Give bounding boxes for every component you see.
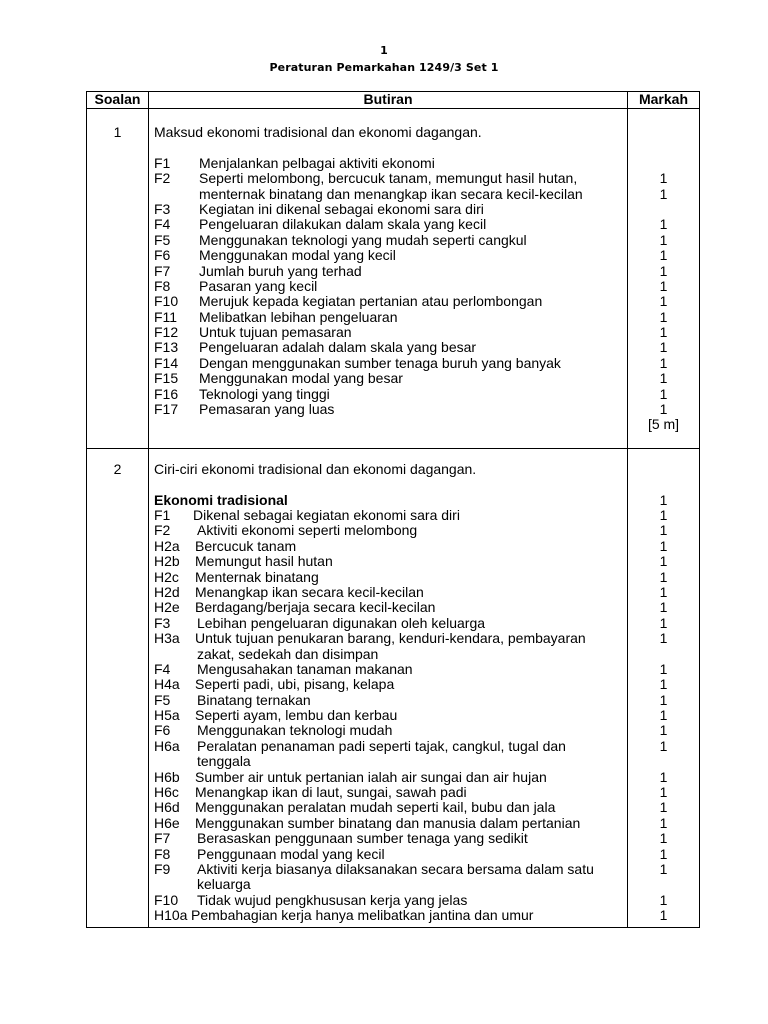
point-code: F8	[154, 845, 171, 862]
page-number: 1	[380, 44, 388, 57]
point-code: F11	[154, 308, 178, 325]
point-text: Merujuk kepada kegiatan pertanian atau perlombongan	[199, 293, 543, 310]
mark-value: 1	[659, 691, 668, 708]
answer-point	[149, 647, 627, 662]
answer-point	[149, 847, 627, 862]
answer-point	[149, 739, 627, 754]
point-text: Pengeluaran dilakukan dalam skala yang kecil	[199, 216, 487, 233]
mark-value: 1	[659, 370, 668, 387]
mark-value: 1	[659, 707, 668, 724]
point-code: F10	[154, 891, 179, 908]
answer-point	[149, 754, 627, 769]
point-code: H6c	[154, 784, 179, 801]
mark-value: 1	[659, 830, 668, 847]
answer-point	[149, 708, 627, 723]
point-code: F2	[154, 522, 171, 539]
answer-point	[149, 770, 627, 785]
header-soalan: Soalan	[87, 92, 149, 109]
answer-point	[149, 279, 627, 294]
answer-point	[149, 387, 627, 402]
answer-point	[149, 217, 627, 232]
mark-value: 1	[659, 185, 668, 202]
mark-value: 1	[659, 568, 668, 585]
mark-value: 1	[659, 537, 668, 554]
point-code: H6a	[154, 737, 180, 754]
point-code: F17	[154, 401, 179, 418]
point-code: F5	[154, 691, 171, 708]
mark-value: 1	[659, 799, 668, 816]
point-text: Aktiviti ekonomi seperti melombong	[197, 522, 418, 539]
point-code: H6d	[154, 799, 180, 816]
point-code: F9	[154, 860, 171, 877]
point-text: Peralatan penanaman padi seperti tajak, cangkul, tugal dan	[197, 737, 566, 754]
table-header-row	[87, 92, 700, 109]
answer-point-list	[149, 156, 627, 433]
point-code: H6b	[154, 768, 180, 785]
point-code: F4	[154, 660, 171, 677]
mark-value: 1	[659, 308, 668, 325]
point-text: Bercucuk tanam	[195, 537, 297, 554]
answer-point	[149, 325, 627, 340]
point-text: menternak binatang dan menangkap ikan secara kecil-kecilan	[199, 185, 583, 202]
point-text: zakat, sedekah dan disimpan	[197, 645, 379, 662]
answer-point	[149, 171, 627, 186]
point-text: Berasaskan penggunaan sumber tenaga yang sedikit	[197, 830, 528, 847]
mark-value: 1	[659, 784, 668, 801]
point-text: Penggunaan modal yang kecil	[197, 845, 385, 862]
mark-value: 1	[659, 401, 668, 418]
point-text: tenggala	[197, 753, 251, 770]
answer-point	[149, 831, 627, 846]
point-code: H5a	[154, 707, 180, 724]
answer-point	[149, 723, 627, 738]
point-text: Menggunakan modal yang kecil	[199, 247, 396, 264]
point-text: Pasaran yang kecil	[199, 277, 318, 294]
question-row	[87, 109, 700, 449]
mark-value: 1	[659, 814, 668, 831]
point-text: Menggunakan peralatan mudah seperti kail, bubu dan jala	[195, 799, 556, 816]
mark-value	[628, 202, 699, 217]
mark-value: 1	[659, 522, 668, 539]
mark-value: 1	[659, 660, 668, 677]
point-code: H2b	[154, 553, 180, 570]
mark-list	[628, 508, 699, 924]
point-code: F3	[154, 200, 171, 217]
question-number: 2	[113, 460, 122, 477]
answer-point	[149, 862, 627, 877]
point-text: Menangkap ikan secara kecil-kecilan	[195, 583, 424, 600]
point-text: Melibatkan lebihan pengeluaran	[199, 308, 398, 325]
point-text: Teknologi yang tinggi	[199, 385, 330, 402]
point-text: Kegiatan ini dikenal sebagai ekonomi sara diri	[199, 200, 484, 217]
question-intro: Ciri-ciri ekonomi tradisional dan ekonomi dagangan.	[154, 460, 477, 477]
mark-value: 1	[659, 324, 668, 341]
point-text: Untuk tujuan pemasaran	[199, 324, 352, 341]
point-text: Pengeluaran adalah dalam skala yang besar	[199, 339, 477, 356]
point-code: F16	[154, 385, 179, 402]
mark-value: 1	[659, 907, 668, 924]
answer-point	[149, 310, 627, 325]
answer-point	[149, 508, 627, 523]
point-code: H3a	[154, 630, 180, 647]
mark-value: 1	[659, 277, 668, 294]
answer-point	[149, 908, 627, 923]
question-2-details	[149, 448, 628, 927]
answer-point	[149, 600, 627, 615]
point-text: Berdagang/berjaja secara kecil-kecilan	[195, 599, 436, 616]
point-code: F1	[154, 506, 171, 523]
answer-point	[149, 585, 627, 600]
point-code: F7	[154, 830, 171, 847]
point-code: F6	[154, 247, 171, 264]
mark-value	[628, 647, 699, 662]
point-code: H6e	[154, 814, 180, 831]
answer-point	[149, 693, 627, 708]
section-subheading: Ekonomi tradisional	[154, 491, 288, 508]
mark-value: 1	[659, 247, 668, 264]
point-text: Pemasaran yang luas	[199, 401, 335, 418]
point-code: F8	[154, 277, 171, 294]
point-text: Memungut hasil hutan	[195, 553, 333, 570]
point-code: H2c	[154, 568, 179, 585]
answer-point	[149, 662, 627, 677]
point-code: H2e	[154, 599, 180, 616]
point-code: H4a	[154, 676, 180, 693]
point-text: Menggunakan sumber binatang dan manusia dalam pertanian	[195, 814, 581, 831]
question-1-details	[149, 109, 628, 449]
point-code: F2	[154, 170, 171, 187]
mark-value: 1	[659, 630, 668, 647]
point-code: F3	[154, 614, 171, 631]
point-text: Dengan menggunakan sumber tenaga buruh yang banyak	[199, 354, 561, 371]
answer-point	[149, 539, 627, 554]
point-text: Pembahagian kerja hanya melibatkan jantina dan umur	[191, 907, 534, 924]
answer-point	[149, 800, 627, 815]
answer-point	[149, 402, 627, 417]
point-text: Menggunakan modal yang besar	[199, 370, 403, 387]
answer-point	[149, 785, 627, 800]
point-code: F15	[154, 370, 179, 387]
point-text: Tidak wujud pengkhususan kerja yang jelas	[197, 891, 468, 908]
answer-point	[149, 417, 627, 432]
mark-value: 1	[659, 553, 668, 570]
mark-value: 1	[659, 768, 668, 785]
point-text: Seperti padi, ubi, pisang, kelapa	[195, 676, 395, 693]
point-code: F1	[154, 154, 171, 171]
point-text: Menggunakan teknologi yang mudah seperti cangkul	[199, 231, 527, 248]
answer-point	[149, 156, 627, 171]
point-text: Lebihan pengeluaran digunakan oleh keluarga	[197, 614, 486, 631]
point-text: Menjalankan pelbagai aktiviti ekonomi	[199, 154, 435, 171]
answer-point	[149, 877, 627, 892]
mark-list	[628, 156, 699, 433]
answer-point	[149, 554, 627, 569]
mark-value: 1	[659, 293, 668, 310]
mark-value: 1	[659, 506, 668, 523]
point-text: Menggunakan teknologi mudah	[197, 722, 393, 739]
mark-value: 1	[659, 599, 668, 616]
point-text: Untuk tujuan penukaran barang, kenduri-kendara, pembayaran	[195, 630, 586, 647]
question-row	[87, 448, 700, 927]
mark-value: 1	[659, 891, 668, 908]
question-intro: Maksud ekonomi tradisional dan ekonomi dagangan.	[154, 124, 482, 140]
mark-value: 1	[659, 170, 668, 187]
mark-value: 1	[659, 262, 668, 279]
point-code: H2a	[154, 537, 180, 554]
mark-value: 1	[659, 860, 668, 877]
point-code: H2d	[154, 583, 180, 600]
mark-value: 1	[659, 491, 668, 508]
answer-point-list	[149, 508, 627, 924]
answer-point	[149, 893, 627, 908]
point-text: keluarga	[197, 876, 251, 893]
point-code: F6	[154, 722, 171, 739]
answer-point	[149, 371, 627, 386]
answer-point	[149, 570, 627, 585]
header-markah: Markah	[628, 92, 700, 109]
answer-point	[149, 523, 627, 538]
answer-point	[149, 187, 627, 202]
mark-value: [5 m]	[647, 416, 680, 433]
mark-value: 1	[659, 845, 668, 862]
point-text: Sumber air untuk pertanian ialah air sungai dan air hujan	[195, 768, 547, 785]
mark-value: 1	[659, 583, 668, 600]
answer-point	[149, 340, 627, 355]
point-code: F4	[154, 216, 171, 233]
mark-value	[628, 156, 699, 171]
point-text: Menangkap ikan di laut, sungai, sawah padi	[195, 784, 467, 801]
header-butiran: Butiran	[149, 92, 628, 109]
point-code: F14	[154, 354, 179, 371]
point-text: Dikenal sebagai kegiatan ekonomi sara diri	[193, 506, 460, 523]
point-text: Binatang ternakan	[197, 691, 311, 708]
point-code: F7	[154, 262, 171, 279]
answer-point	[149, 294, 627, 309]
mark-value: 1	[659, 614, 668, 631]
point-code: F10	[154, 293, 179, 310]
mark-value: 1	[659, 722, 668, 739]
answer-point	[149, 816, 627, 831]
answer-point	[149, 356, 627, 371]
point-code: F12	[154, 324, 179, 341]
marking-scheme-table	[86, 91, 700, 928]
point-text: Seperti ayam, lembu dan kerbau	[195, 707, 398, 724]
mark-value: 1	[659, 385, 668, 402]
point-code: H10a	[154, 907, 188, 924]
mark-value: 1	[659, 216, 668, 233]
answer-point	[149, 264, 627, 279]
question-number: 1	[113, 124, 122, 140]
answer-point	[149, 233, 627, 248]
mark-value	[628, 754, 699, 769]
mark-value: 1	[659, 339, 668, 356]
point-text: Aktiviti kerja biasanya dilaksanakan secara bersama dalam satu	[197, 860, 594, 877]
mark-value: 1	[659, 737, 668, 754]
answer-point	[149, 677, 627, 692]
answer-point	[149, 616, 627, 631]
point-code: F13	[154, 339, 179, 356]
mark-value: 1	[659, 354, 668, 371]
answer-point	[149, 631, 627, 646]
answer-point	[149, 202, 627, 217]
mark-value: 1	[659, 676, 668, 693]
mark-value: 1	[659, 231, 668, 248]
point-text: Mengusahakan tanaman makanan	[197, 660, 413, 677]
mark-value	[628, 877, 699, 892]
point-text: Seperti melombong, bercucuk tanam, memungut hasil hutan,	[199, 170, 578, 187]
point-code: F5	[154, 231, 171, 248]
document-title: Peraturan Pemarkahan 1249/3 Set 1	[269, 61, 499, 74]
point-text: Menternak binatang	[195, 568, 319, 585]
point-text: Jumlah buruh yang terhad	[199, 262, 362, 279]
answer-point	[149, 248, 627, 263]
